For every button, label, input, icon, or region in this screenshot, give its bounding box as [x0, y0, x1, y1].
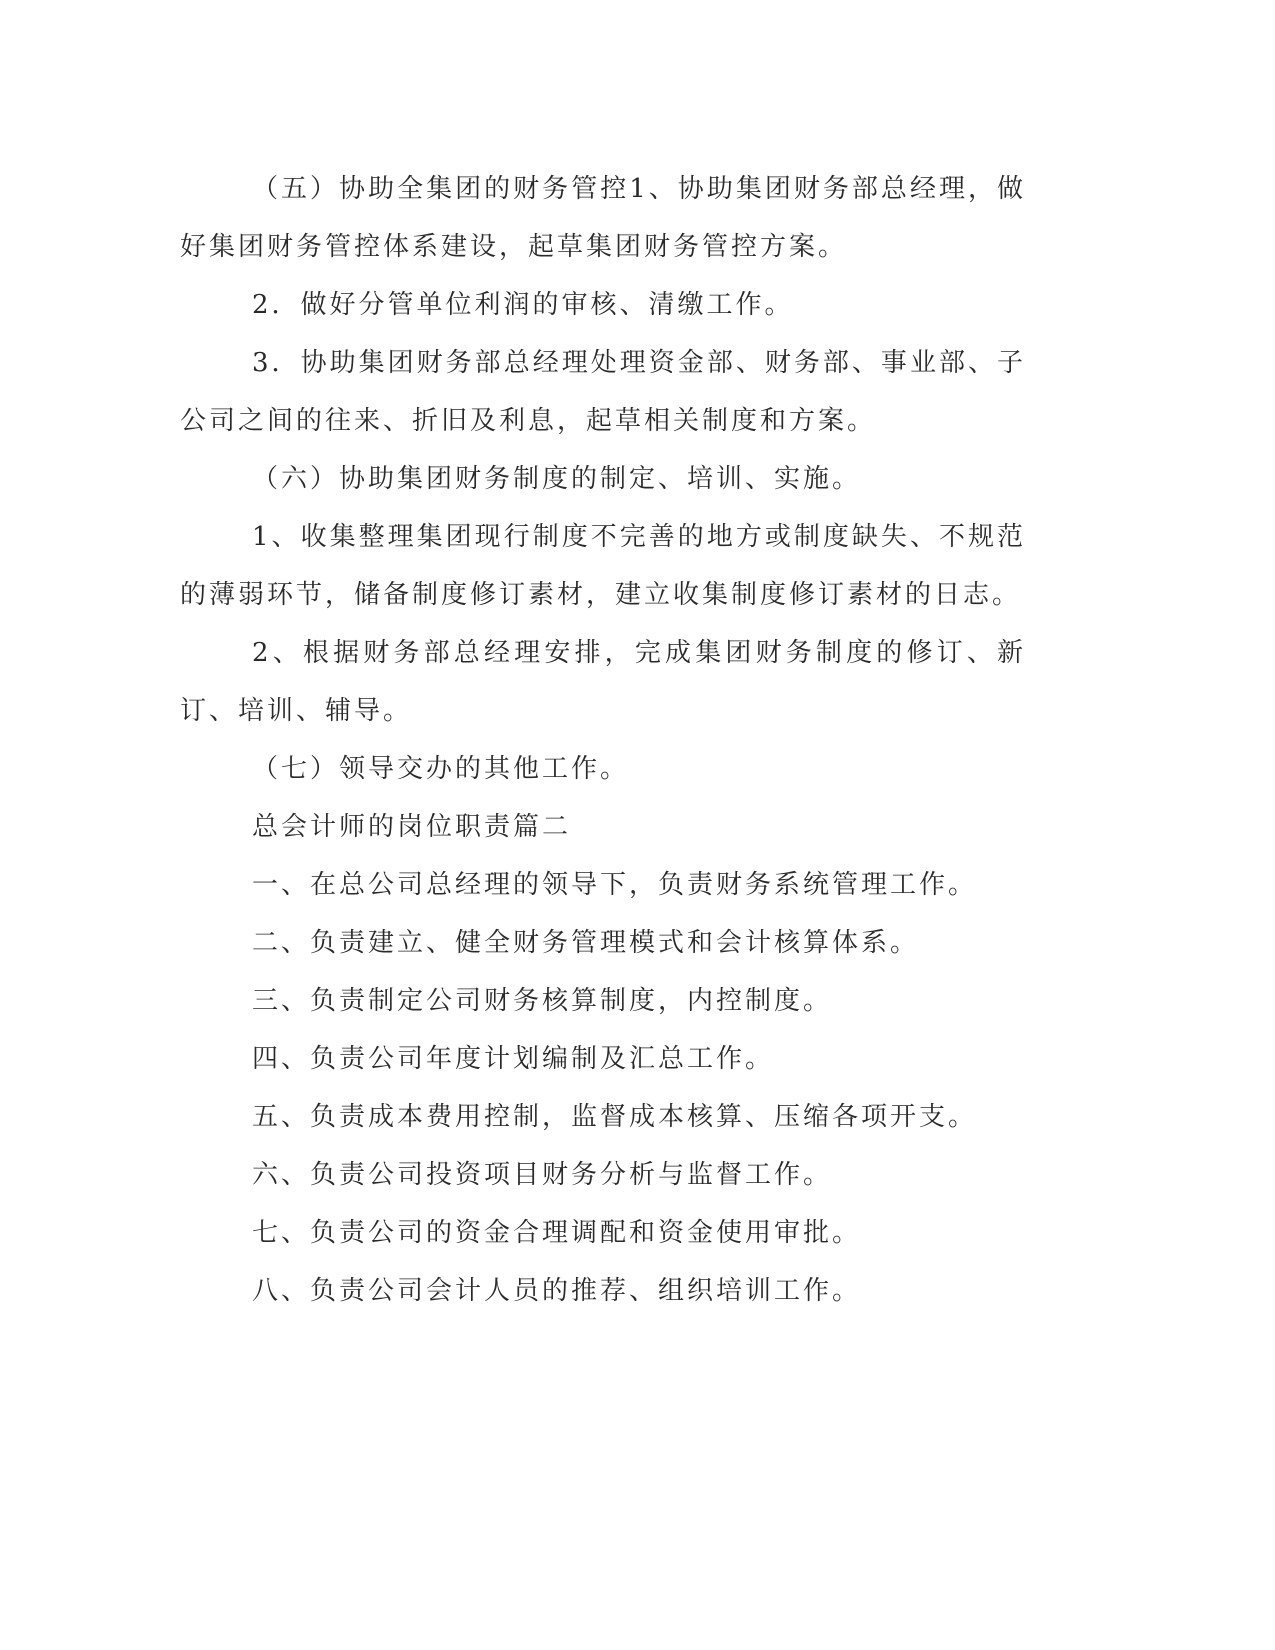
- duty-item-1: 一、在总公司总经理的领导下，负责财务系统管理工作。: [252, 870, 978, 900]
- duty-item-4: 四、负责公司年度计划编制及汇总工作。: [252, 1044, 775, 1074]
- paragraph-5: 1、收集整理集团现行制度不完善的地方或制度缺失、不规范的薄弱环节，储备制度修订素材，建立收集制度修订素材的日志。: [180, 522, 1026, 610]
- duty-item-3: 三、负责制定公司财务核算制度，内控制度。: [252, 986, 833, 1016]
- paragraph-7: （七）领导交办的其他工作。: [252, 754, 630, 784]
- duty-item-8: 八、负责公司会计人员的推荐、组织培训工作。: [252, 1276, 862, 1306]
- paragraph-2: 2．做好分管单位利润的审核、清缴工作。: [252, 290, 794, 320]
- duty-item-6: 六、负责公司投资项目财务分析与监督工作。: [252, 1160, 833, 1190]
- section-heading: 总会计师的岗位职责篇二: [252, 812, 572, 842]
- duty-item-7: 七、负责公司的资金合理调配和资金使用审批。: [252, 1218, 862, 1248]
- paragraph-3: 3．协助集团财务部总经理处理资金部、财务部、事业部、子公司之间的往来、折旧及利息，起草相关制度和方案。: [180, 348, 1026, 436]
- paragraph-4: （六）协助集团财务制度的制定、培训、实施。: [252, 464, 862, 494]
- paragraph-6: 2、根据财务部总经理安排，完成集团财务制度的修订、新订、培训、辅导。: [180, 638, 1026, 726]
- document-body: [180, 160, 1026, 1320]
- paragraph-1: （五）协助全集团的财务管控1、协助集团财务部总经理，做好集团财务管控体系建设，起草集团财务管控方案。: [180, 174, 1026, 262]
- duty-item-5: 五、负责成本费用控制，监督成本核算、压缩各项开支。: [252, 1102, 978, 1132]
- duty-item-2: 二、负责建立、健全财务管理模式和会计核算体系。: [252, 928, 920, 958]
